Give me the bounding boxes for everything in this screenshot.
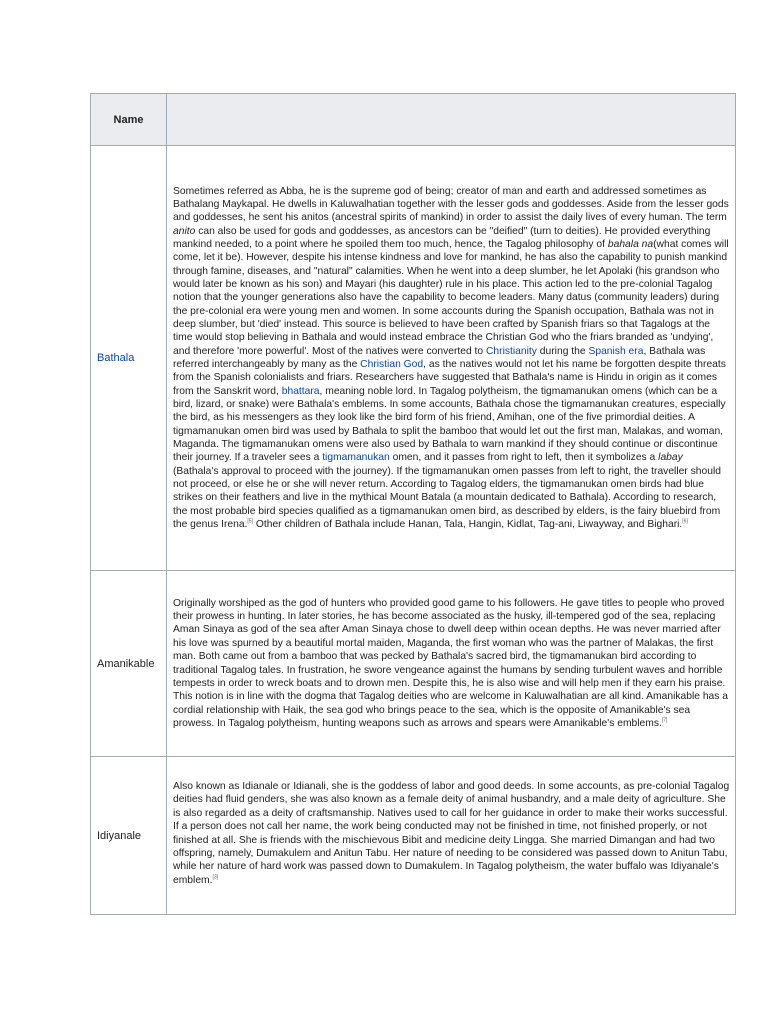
reference-link[interactable]: [5] [247,518,253,525]
reference-link[interactable]: [3] [212,874,219,881]
desc-text: Sometimes referred as Abba, he is the supreme god of being; creator of man and earth and addressed sometimes as Bathalang Maykapal. He dwells in Kaluwalhatian together with the lesser gods and goddesses. Aside from the lesser gods and goddesses, he sent his anitos (ancestral spirits of mankind) in order to assist the daily lives of every human. The term [173,185,729,224]
link-christian-god[interactable]: Christian God [360,359,424,370]
desc-italic-term: anito [173,225,196,237]
desc-text: Other children of Bathala include Hanan, Tala, Hangin, Kidlat, Tag-ani, Liwayway, and Bighari. [252,519,683,531]
deity-name: Idiyanale [91,757,167,915]
reference-link[interactable]: [7] [661,717,668,724]
table-row [91,146,736,571]
table-row [91,571,736,757]
desc-text: omen, and it passes from right to left, then it symbolizes a [389,452,659,464]
deity-description [167,146,736,571]
link-christianity[interactable]: Christianity [486,345,537,357]
deity-description [167,571,736,757]
desc-text: , Bathala was referred interchangeably by many as the [173,345,706,370]
column-header-description[interactable] [167,94,736,146]
deities-table [90,93,736,915]
deity-name[interactable]: Bathala [97,352,135,364]
header-row [91,94,736,146]
link-tigmamanukan[interactable]: tigmamanukan [322,452,390,464]
deity-name: Amanikable [91,571,167,757]
desc-text: can also be used for gods and goddesses, as ancestors can be "deified" (turn to deities). He provided everything mankind needed, to a point where he spoiled them too much, hence, the Tagalog philosophy of [173,225,711,250]
desc-italic-term: labay [658,452,683,464]
deity-description [167,757,736,915]
deity-name-link[interactable] [91,146,167,571]
link-bhattara[interactable]: bhattara [281,385,320,397]
desc-text: Originally worshiped as the god of hunters who provided good game to his followers. He gave titles to people who proved their prowess in hunting. In later stories, he has become associated as the husky, ill-tempered god of the sea, replacing Aman Sinaya as god of the sea after Aman Sinaya chose to dwell deep within ocean depths. He was never married after his love was spurned by a beautiful mortal maiden, Maganda, the first woman who was the partner of Malakas, the first man. Both came out from a bamboo that was pecked by Bathala's sacred bird, the tigmamanukan bird according to traditional Tagalog tales. In frustration, he swore vengeance against the humans by sending turbulent waves and horrible tempests in order to wreck boats and to drown men. Despite this, he is also wise and will help men if they earn his praise. This notion is in line with the dogma that Tagalog deities who are welcome in Kaluwalhatian are all kind. Amanikable has a cordial relationship with Haik, the sea god who brings peace to the sea, which is the opposite of Amanikable's sea prowess. In Tagalog polytheism, hunting weapons such as arrows and spears were Amanikable's emblems. [173,597,729,729]
desc-text: (what comes will come, let it be). However, despite his intense kindness and love for mankind, he has also the capability to punish mankind through famine, diseases, and "natural" calamities. When he went into a deep slumber, he let Apolaki (his grandson who would later be known as his son) and Mayari (his daughter) rule in his place. This action led to the pre-colonial Tagalog notion that the younger generations also have the capability to become leaders. Many datus (community leaders) during the pre-colonial era were young men and women. In some accounts during the Spanish occupation, Bathala was not in deep slumber, but 'died' instead. This source is believed to have been crafted by Spanish friars so that Tagalogs at the time would stop believing in Bathala and would instead embrace the Christian God who the friars branded as 'undying', and therefore 'more powerful'. Most of the natives were converted to [173,238,729,357]
column-header-name[interactable]: Name [91,94,167,146]
desc-text: (Bathala's approval to proceed with the journey). If the tigmamanukan omen passes from left to right, the traveller should not proceed, or else he or she will never return. According to Tagalog elders, the tigmamanukan omen birds had blue strikes on their feathers and live in the mythical Mount Batala (a mountain dedicated to Bathala). According to research, the most probable bird species qualified as a tigmamanukan omen bird, as described by elders, is the fairy bluebird from the genus Irena. [173,465,721,531]
desc-text: , as the natives would not let his name be forgotten despite threats from the Spanish colonialists and friars. Researchers have suggested that Bathala's name is Hindu in origin as it comes from the Sanskrit word, [173,359,726,397]
reference-link[interactable]: [6] [682,518,688,525]
desc-text: , meaning noble lord. In Tagalog polytheism, the tigmamanukan omens (which can be a bird, lizard, or snake) were Bathala's emblems. In some accounts, Bathala chose the tigmamanukan creatures, especially the bird, as his messengers as they look like the bird form of his friend, Amihan, one of the five primordial deities. A tigmamanukan omen bird was used by Bathala to split the bamboo that would let out the first man, Malakas, and woman, Maganda. The tigmamanukan omens were also used by Bathala to warn mankind if they should continue or discontinue their journey. If a traveler sees a [173,385,726,464]
desc-text: during the [536,345,589,357]
desc-text: Also known as Idianale or Idianali, she is the goddess of labor and good deeds. In some accounts, as pre-colonial Tagalog deities had fluid genders, she was also known as a female deity of animal husbandry, and a male deity of agriculture. She is also regarded as a deity of craftsmanship. Natives used to call for her guidance in order to make their works successful. If a person does not call her name, the work being conducted may not be finished in time, not finished properly, or not finished at all. She is friends with the mischievous Bibit and medicine deity Lingga. She married Dimangan and had two offspring, namely, Dumakulem and Anitun Tabu. Her nature of needing to be considered was passed down to Anitun Tabu, while her nature of hard work was passed down to Dumakulem. In Tagalog polytheism, the water buffalo was Idiyanale's emblem. [173,781,730,886]
table-row [91,757,736,915]
desc-italic-term: bahala na [607,238,654,250]
link-spanish-era[interactable]: Spanish era [588,345,644,357]
